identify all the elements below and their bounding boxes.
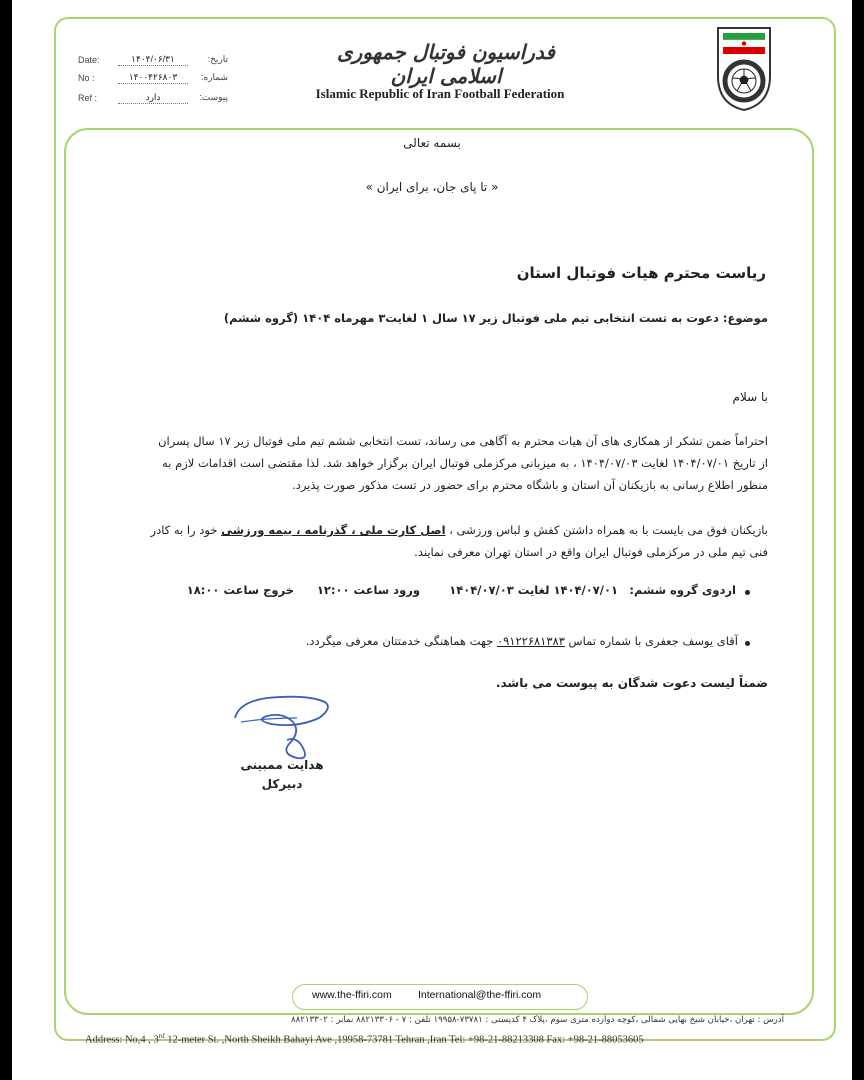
bullet-contact: [745, 641, 750, 646]
ref-label-en: Ref :: [78, 93, 98, 103]
federation-name-persian: فدراسیون فوتبال جمهوری اسلامی ایران: [337, 40, 555, 88]
paragraph-2-line-1: [88, 519, 768, 541]
paragraph-1-line-3: منظور اطلاع رسانی به بازیکنان آن استان و باشگاه محترم برای حضور در تست مذکور صورت پذیرد.: [292, 478, 768, 492]
greeting: با سلام: [732, 390, 768, 404]
number-label-fa: شماره:: [200, 72, 228, 82]
invocation: بسمه تعالی: [403, 136, 461, 150]
subject: موضوع: دعوت به تست انتخابی تیم ملی فوتبال زیر ۱۷ سال ۱ لغایت۳ مهرماه ۱۴۰۴ (گروه ششم): [223, 311, 768, 325]
bullet-camp: [745, 590, 750, 595]
signature-icon: [227, 688, 337, 763]
contact-line: [138, 634, 738, 648]
date-value: ۱۴۰۴/۰۶/۳۱: [118, 54, 188, 66]
camp-dates: ۱۴۰۴/۰۷/۰۱ لغایت ۱۴۰۴/۰۷/۰۳: [449, 583, 618, 597]
federation-emblem-icon: [714, 26, 774, 112]
number-label-en: No :: [78, 73, 95, 83]
paragraph-2-requirements-end: خود را به کادر: [150, 523, 218, 537]
ref-field: [78, 92, 228, 106]
contact-phone: ۰۹۱۲۲۶۸۱۳۸۳: [496, 634, 565, 648]
motto: « تا پای جان، برای ایران »: [365, 180, 499, 194]
letter-sheet: [12, 0, 852, 1080]
federation-name-english: Islamic Republic of Iran Football Federation: [315, 86, 565, 101]
contact-purpose: جهت هماهنگی خدمتتان معرفی میگردد.: [305, 634, 494, 648]
attachment-note: ضمناً لیست دعوت شدگان به پیوست می باشد.: [495, 676, 768, 690]
ref-label-fa: پیوست:: [199, 92, 228, 102]
date-field: [78, 54, 228, 68]
inner-border-frame: [64, 128, 814, 1015]
footer-website[interactable]: www.the-ffiri.com: [312, 989, 392, 1001]
paragraph-2-line-2: فنی تیم ملی در مرکزملی فوتبال ایران واقع در استان تهران معرفی نمایند.: [414, 545, 768, 559]
paragraph-1: [88, 430, 768, 496]
signatory-title: دبیرکل: [261, 777, 303, 791]
footer-address-persian: آدرس : تهران ،خیابان شیخ بهایی شمالی ،کوچه دوازده متری سوم ،پلاک ۴ کدپستی : ۷۳۷۸۱-۱۹۹۵۸ تلفن : ۷ - ۸۸۲۱۳۳۰۶ نمابر : ۸۸۲۱۳۳۰۲: [291, 1015, 784, 1025]
date-label-fa: تاریخ:: [207, 54, 228, 64]
paragraph-1-line-1: احتراماً ضمن تشکر از همکاری های آن هیات محترم به آگاهی می رساند، تست انتخابی ششم تیم ملی فوتبال زیر ۱۷ سال پسران: [158, 434, 768, 448]
footer-email[interactable]: International@the-ffiri.com: [418, 989, 542, 1001]
camp-label: اردوی گروه ششم:: [629, 583, 736, 597]
contact-person: آقای یوسف جعفری با شماره تماس: [568, 634, 738, 648]
footer-address-superscript: rd: [158, 1032, 165, 1040]
paragraph-2: [88, 519, 768, 563]
date-label-en: Date:: [78, 55, 100, 65]
footer-address-part-1: Address: No,4 , 3: [85, 1034, 159, 1046]
footer-address-english: [85, 1032, 644, 1046]
ref-value: دارد: [118, 92, 188, 104]
number-field: [78, 72, 228, 86]
number-value: ۱۴۰۰۴۲۶۸۰۳: [118, 72, 188, 84]
camp-arrival: ورود ساعت ۱۲:۰۰: [316, 583, 420, 597]
signatory-name: هدایت ممبینی: [240, 758, 324, 772]
required-documents: اصل کارت ملی ، گذرنامه ، بیمه ورزشی: [221, 523, 446, 537]
paragraph-2-requirements-intro: بازیکنان فوق می بایست با به همراه داشتن کفش و لباس ورزشی ،: [449, 523, 768, 537]
recipient: ریاست محترم هیات فوتبال استان: [516, 264, 766, 282]
paragraph-1-line-2: از تاریخ ۱۴۰۴/۰۷/۰۱ لغایت ۱۴۰۴/۰۷/۰۳ ، به میزبانی مرکزملی فوتبال ایران برگزار خواهد شد. لذا مقتضی است اقدامات لازم به: [162, 456, 768, 470]
footer-address-part-2: 12-meter St. ,North Sheikh Bahayi Ave ,19958-73781 Tehran ,Iran Tel: +98-21-88213308 Fax: +98-21-88053605: [164, 1034, 644, 1046]
camp-departure: خروج ساعت ۱۸:۰۰: [186, 583, 294, 597]
